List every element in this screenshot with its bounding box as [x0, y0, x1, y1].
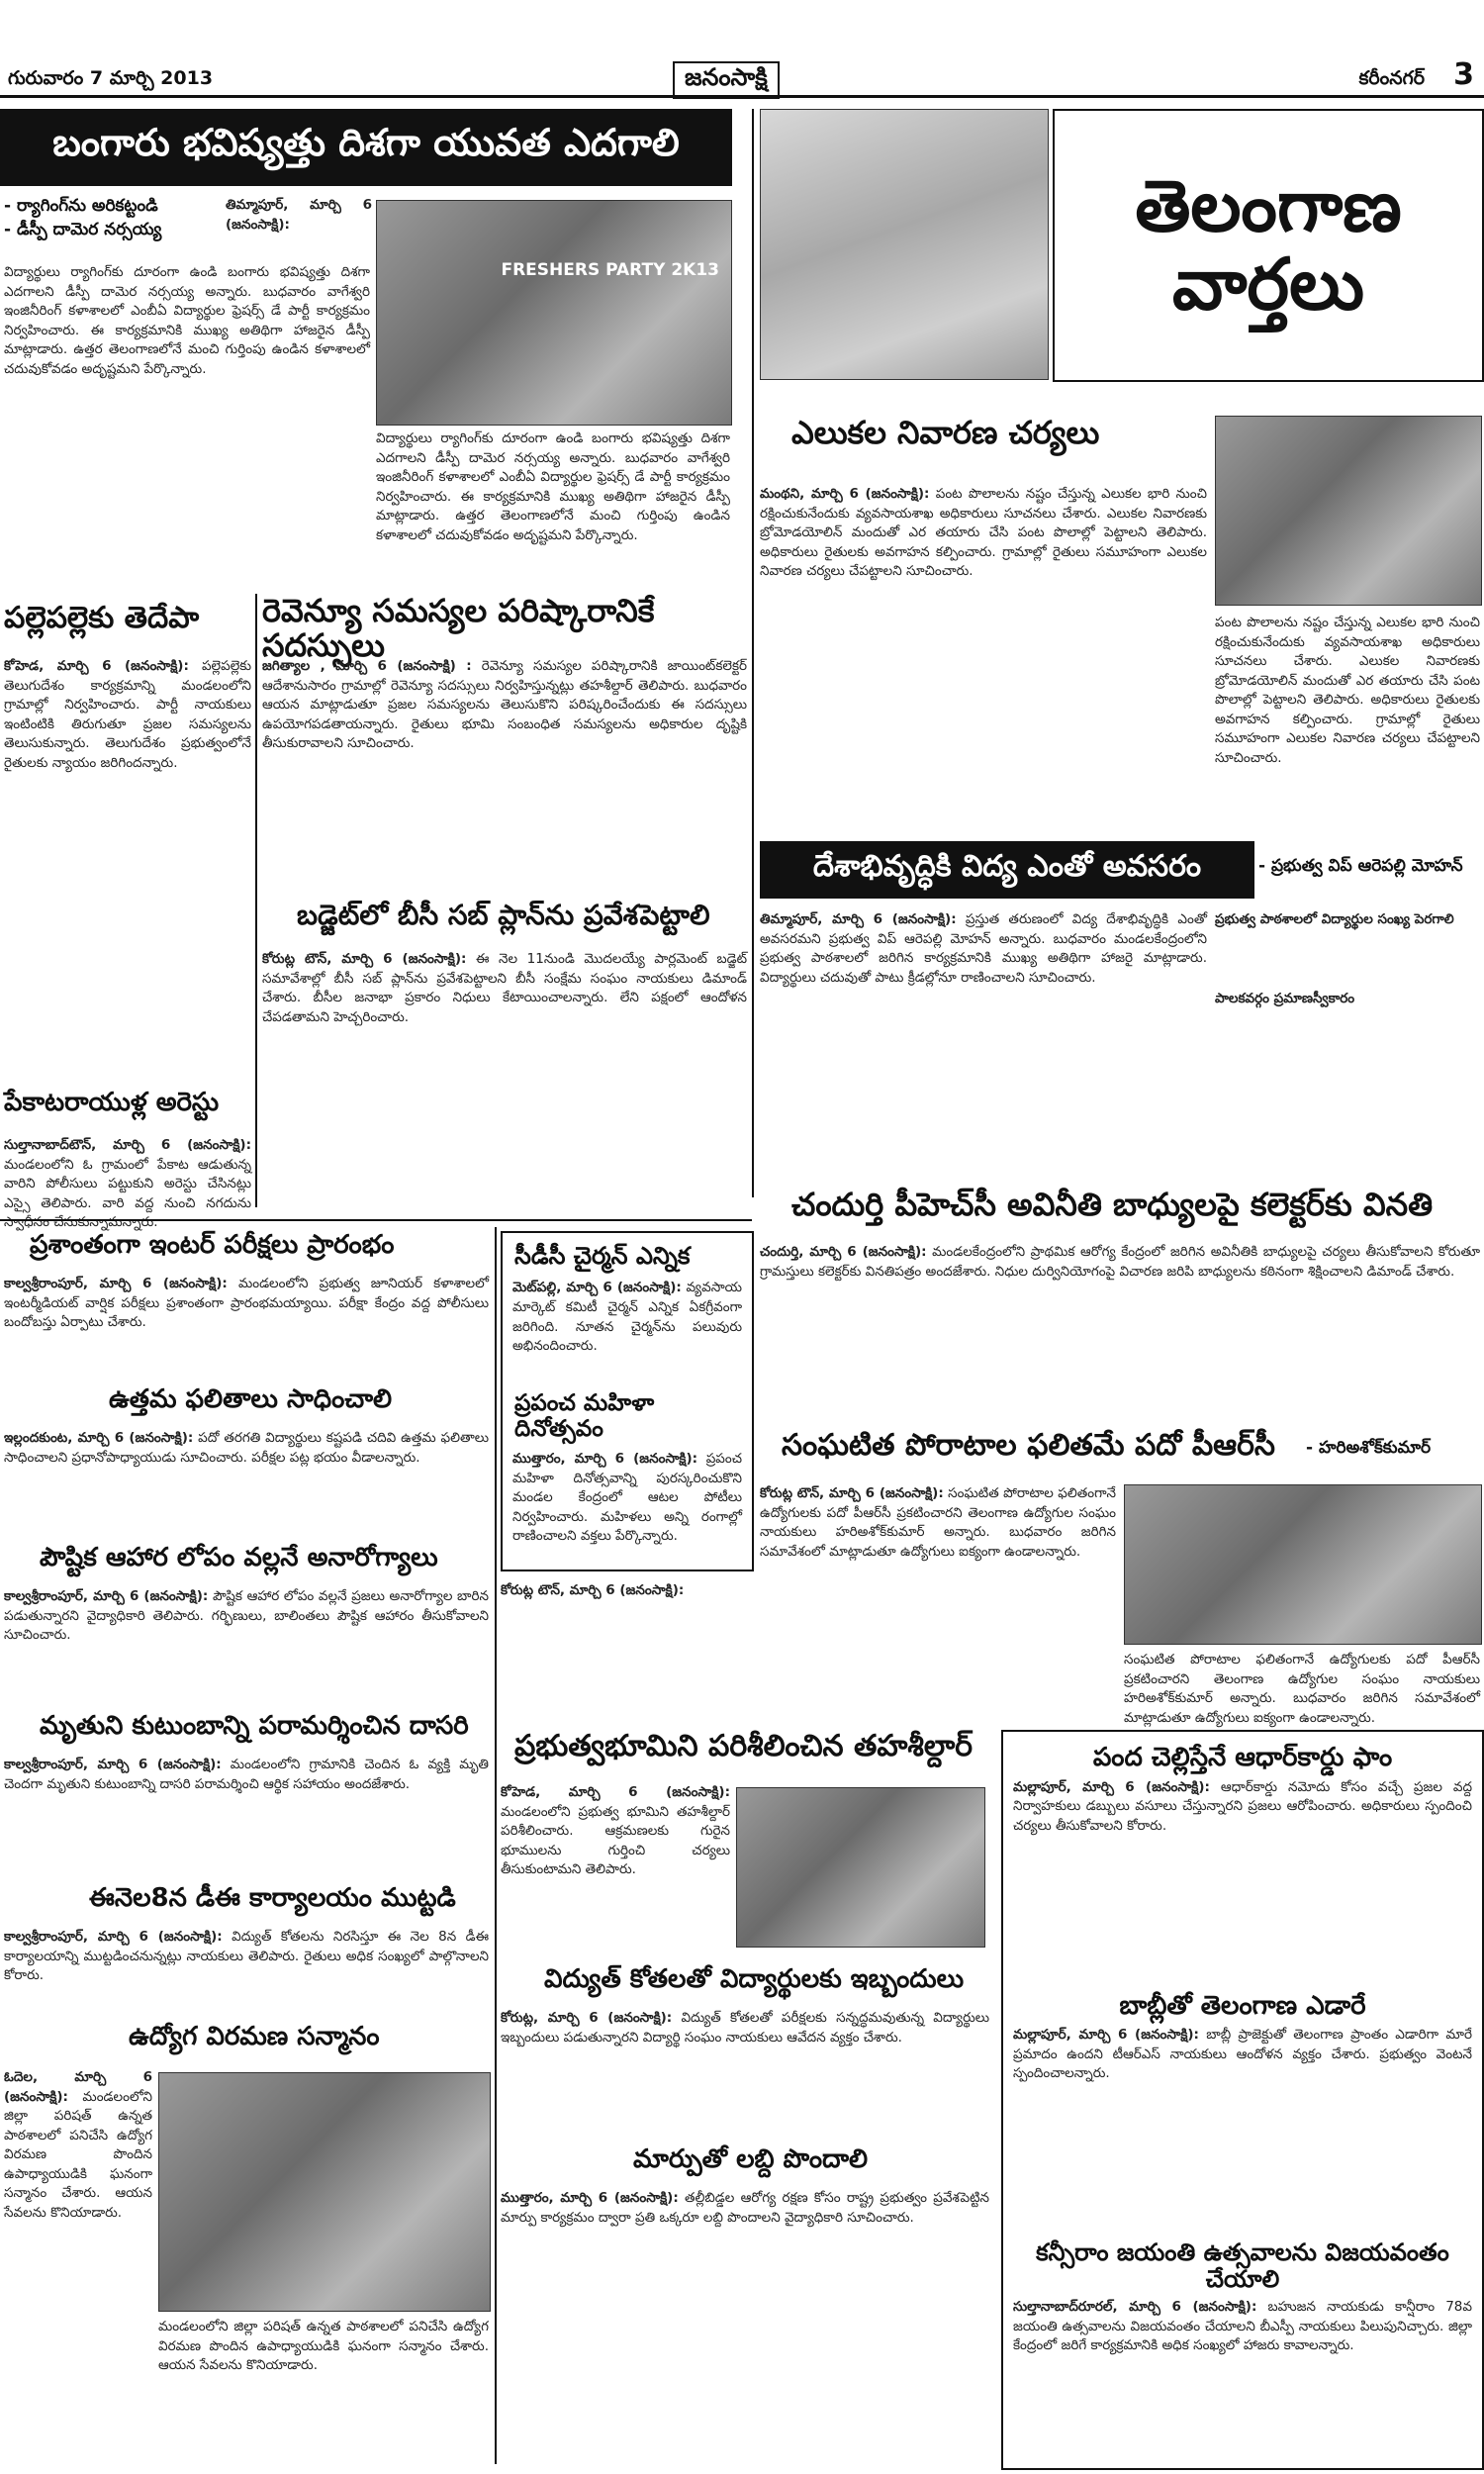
youth-subhead-2: - డీస్పీ దామెర నర్సయ్య: [4, 220, 162, 239]
gamblers-body-text: మండలంలోని ఓ గ్రామంలో పేకాట ఆడుతున్న వారిని పోలీసులు పట్టుకుని అరెస్టు చేసినట్లు ఎస్సై తెలిపారు. వారి వద్ద నుంచి నగదును స్వాధీనం చేసుకున్నామన్నారు.: [4, 1156, 251, 1231]
youth-dateline-text: తిమ్మాపూర్‌, మార్చి 6 (జనంసాక్షి):: [226, 197, 372, 233]
pharmacy-dateline: చందుర్తి, మార్చి 6 (జనంసాక్షి):: [760, 1244, 927, 1260]
kanshiram-dateline: సుల్తానాబాద్‌రూరల్‌, మార్చి 6 (జనంసాక్షి):: [1013, 2298, 1257, 2315]
cdc-headline: సీడీసీ చైర్మన్‌ ఎన్నిక: [514, 1242, 691, 1270]
womensday-body: [512, 1450, 742, 1588]
column-rule-1: [752, 109, 754, 1197]
rat-headline: ఎలుకల నివారణ చర్యలు: [791, 414, 1100, 451]
retirement-headline: ఉద్యోగ విరమణ సన్మానం: [129, 2022, 380, 2051]
cdc-body-text: వ్యవసాయ మార్కెట్‌ కమిటీ చైర్మన్‌ ఎన్నిక ఏకగ్రీవంగా జరిగింది. నూతన చైర్మన్‌ను పలువురు అభినందించారు.: [512, 1280, 742, 1355]
youth-photo-caption: FRESHERS PARTY 2K13: [501, 260, 719, 280]
condolence-dateline: కాల్వశ్రీరాంపూర్‌, మార్చి 6 (జనంసాక్షి):: [4, 1757, 222, 1772]
bcsubplan-body-text: ఈ నెల 11నుండి మొదలయ్యే పార్లమెంట్‌ బడ్జెట్‌ సమావేశాల్లో బీసీ సబ్‌ ప్లాన్‌ను ప్రవేశపెట్టాలని బీసీ సంక్షేమ సంఘం నాయకులు డిమాండ్‌ చేశారు. బీసీల జనాభా ప్రకారం నిధులు కేటాయించాలన్నారు. లేని పక్షంలో ఆందోళన చేపడతామని హెచ్చరించారు.: [262, 951, 748, 1025]
results-body: [4, 1429, 489, 1538]
siege-body: [4, 1928, 489, 2007]
youth-body: విద్యార్థులు ర్యాగింగ్‌కు దూరంగా ఉండి బంగారు భవిష్యత్తు దిశగా ఎదగాలని డీస్పీ దామెర నర్సయ్య అన్నారు. బుధవారం వాగేశ్వరి ఇంజినీరింగ్‌ కళాశాలలో ఎంబీఏ విద్యార్థుల ఫ్రెషర్స్‌ డే పార్టీ కార్యక్రమం నిర్వహించారు. ఈ కార్యక్రమానికి ముఖ్య అతిథిగా హాజరైన డీస్పీ మాట్లాడారు. ఉత్తర తెలంగాణలోనే మంచి గుర్తింపు ఉండిన కళాశాలలో చదువుకోవడం అదృష్టమని పేర్కొన్నారు.: [4, 264, 370, 377]
nutrition-headline: పౌష్టిక ఆహార లోపం వల్లనే అనారోగ్యాలు: [40, 1543, 438, 1572]
condolence-headline: మృతుని కుటుంబాన్ని పరామర్శించిన దాసరి: [40, 1711, 469, 1741]
prc-photo: [1124, 1484, 1482, 1645]
inter-dateline: కాల్వశ్రీరాంపూర్‌, మార్చి 6 (జనంసాక్షి):: [4, 1276, 228, 1291]
pharmacy-headline: చందుర్తి పీహెచ్‌సీ అవినీతి బాధ్యులపై కలెక్టర్‌కు వినతి: [791, 1186, 1434, 1223]
siege-dateline: కాల్వశ్రీరాంపూర్‌, మార్చి 6 (జనంసాక్షి):: [4, 1929, 223, 1945]
retirement-body-cont: మండలంలోని జిల్లా పరిషత్‌ ఉన్నత పాఠశాలలో పనిచేసి ఉద్యోగ విరమణ పొందిన ఉపాధ్యాయుడికి ఘనంగా సన్మానం చేశారు. ఆయన సేవలను కొనియాడారు.: [158, 2319, 489, 2374]
nutrition-dateline: కాల్వశ్రీరాంపూర్‌, మార్చి 6 (జనంసాక్షి):: [4, 1588, 209, 1604]
kanshiram-headline: కన్సీరాం జయంతి ఉత్సవాలను విజయవంతం చేయాలి: [1036, 2238, 1449, 2293]
govtland-photo: [736, 1787, 985, 1948]
prc-dateline: కోరుట్ల టౌన్‌, మార్చి 6 (జనంసాక్షి):: [760, 1485, 944, 1501]
brand-line-1: తెలంగాణ: [1135, 163, 1402, 247]
youth-body-cont: విద్యార్థులు ర్యాగింగ్‌కు దూరంగా ఉండి బంగారు భవిష్యత్తు దిశగా ఎదగాలని డీస్పీ దామెర నర్సయ్య అన్నారు. బుధవారం వాగేశ్వరి ఇంజినీరింగ్‌ కళాశాలలో ఎంబీఏ విద్యార్థుల ఫ్రెషర్స్‌ డే పార్టీ కార్యక్రమం నిర్వహించారు. ఈ కార్యక్రమానికి ముఖ్య అతిథిగా హాజరైన డీస్పీ మాట్లాడారు. ఉత్తర తెలంగాణలోనే మంచి గుర్తింపు ఉండిన కళాశాలలో చదువుకోవడం అదృష్టమని పేర్కొన్నారు.: [376, 430, 730, 543]
siege-body-text: విద్యుత్‌ కోతలను నిరసిస్తూ ఈ నెల 8న డీఈ కార్యాలయాన్ని ముట్టడించనున్నట్లు నాయకులు తెలిపారు. రైతులు అధిక సంఖ్యలో పాల్గొనాలని కోరారు.: [4, 1929, 490, 1984]
cdc-box: [501, 1231, 754, 1571]
prc-attribution: - హరిఅశోక్‌కుమార్‌: [1306, 1438, 1432, 1458]
education-attribution: - ప్రభుత్వ విప్‌ ఆరెపల్లి మోహన్‌: [1258, 856, 1463, 876]
page-header: [0, 59, 1484, 98]
tdp-body: [4, 657, 251, 1063]
bcsubplan-body: [262, 950, 747, 1207]
bcsubplan-dateline: కోరుట్ల టౌన్‌, మార్చి 6 (జనంసాక్షి):: [262, 951, 467, 967]
rat-dateline: మంథని, మార్చి 6 (జనంసాక్షి):: [760, 486, 930, 502]
condolence-body-text: మండలంలోని గ్రామానికి చెందిన ఓ వ్యక్తి మృతి చెందగా మృతుని కుటుంబాన్ని దాసరి పరామర్శించి ఆర్థిక సహాయం అందజేశారు.: [4, 1757, 489, 1792]
rat-body: [760, 485, 1207, 782]
retirement-body-text: మండలంలోని జిల్లా పరిషత్‌ ఉన్నత పాఠశాలలో పనిచేసి ఉద్యోగ విరమణ పొందిన ఉపాధ్యాయుడికి ఘనంగా సన్మానం చేశారు. ఆయన సేవలను కొనియాడారు.: [4, 2088, 152, 2221]
education-inner-sub-2: పాలకవర్గం ప్రమాణస్వీకారం: [1215, 990, 1355, 1006]
gamblers-dateline: సుల్తానాబాద్‌టౌన్‌, మార్చి 6 (జనంసాక్షి):: [4, 1137, 251, 1153]
prc-body: [760, 1484, 1116, 1707]
womensday-headline: ప్రపంచ మహిళా దినోత్సవం: [514, 1390, 655, 1442]
column-rule-3: [495, 1227, 497, 2464]
condolence-body: [4, 1756, 489, 1874]
womensday-body-text: ప్రపంచ మహిళా దినోత్సవాన్ని పురస్కరించుకొని మండల కేంద్రంలో ఆటల పోటీలు నిర్వహించారు. మహిళలు అన్ని రంగాల్లో రాణించాలని వక్తలు పేర్కొన్నారు.: [512, 1450, 742, 1545]
youth-subhead-1: - ర్యాగింగ్‌ను అరికట్టండి: [4, 196, 158, 216]
revenue-dateline: జగిత్యాల , మార్చి 6 (జనంసాక్షి) :: [262, 658, 472, 674]
change-headline: మార్పుతో లబ్ది పొందాలి: [633, 2144, 869, 2174]
issue-date: గురువారం 7 మార్చి 2013: [8, 67, 214, 89]
nutrition-body-text: పౌష్టిక ఆహార లోపం వల్లనే ప్రజలు అనారోగ్యాల బారిన పడుతున్నారని వైద్యాధికారి తెలిపారు. గర్భిణులు, బాలింతలు పౌష్టిక ఆహారం తీసుకోవాలని సూచించారు.: [4, 1588, 489, 1644]
govtland-headline: ప్రభుత్వభూమిని పరిశీలించిన తహశీల్దార్‌: [514, 1729, 974, 1763]
right-box: [1001, 1730, 1484, 2470]
brand-line-2: వార్తలు: [1171, 242, 1365, 326]
nutrition-body: [4, 1587, 489, 1696]
aadhaar-dateline: మల్లాపూర్‌, మార్చి 6 (జనంసాక్షి):: [1013, 1778, 1210, 1795]
change-dateline: ముత్తారం, మార్చి 6 (జనంసాక్షి):: [501, 2190, 679, 2206]
youth-headline: బంగారు భవిష్యత్తు దిశగా యువత ఎదగాలి: [0, 109, 732, 186]
aadhaar-body: [1013, 1778, 1472, 1976]
babli-dateline: మల్లాపూర్‌, మార్చి 6 (జనంసాక్షి):: [1013, 2027, 1199, 2044]
power-body: [501, 2009, 989, 2128]
change-body-text: తల్లీబిడ్డల ఆరోగ్య రక్షణ కోసం రాష్ట్ర ప్రభుత్వం ప్రవేశపెట్టిన మార్పు కార్యక్రమం ద్వారా ప్రతి ఒక్కరూ లబ్ది పొందాలని వైద్యాధికారి సూచించారు.: [501, 2190, 989, 2226]
power-dateline: కోరుట్ల, మార్చి 6 (జనంసాక్షి):: [501, 2010, 673, 2026]
page-number: 3: [1453, 57, 1474, 92]
inter-body: [4, 1275, 489, 1374]
revenue-body-text: రెవెన్యూ సమస్యల పరిష్కారానికి జాయింట్‌కలెక్టర్‌ ఆదేశానుసారం గ్రామాల్లో రెవెన్యూ సదస్సులు నిర్వహిస్తున్నట్లు తహశీల్దార్‌ తెలిపారు. బుధవారం ఆయన మాట్లాడుతూ ప్రజల సమస్యలను తెలుసుకొని పరిష్కరించేందుకు ఈ సదస్సులు ఉపయోగపడతాయన్నారు. రైతులు భూమి సంబంధిత సమస్యలను అధికారుల దృష్టికి తీసుకురావాలని సూచించారు.: [262, 658, 748, 752]
youth-subheads: [4, 196, 222, 243]
youth-dateline: [226, 196, 372, 257]
fort-photo: [760, 109, 1049, 380]
retirement-photo: [158, 2072, 491, 2312]
kanshiram-body: [1013, 2298, 1472, 2446]
womensday-dateline: ముత్తారం, మార్చి 6 (జనంసాక్షి):: [512, 1450, 698, 1467]
prc-headline: సంఘటిత పోరాటాల ఫలితమే పదో పీఆర్‌సీ: [782, 1428, 1275, 1463]
siege-headline: ఈనెల8న డీఈ కార్యాలయం ముట్టడి: [89, 1883, 456, 1913]
gamblers-headline: పేకాటరాయుళ్ల అరెస్టు: [4, 1088, 220, 1117]
pharmacy-body-text: మండలకేంద్రంలోని ప్రాథమిక ఆరోగ్య కేంద్రంలో జరిగిన అవినీతికి బాధ్యులపై చర్యలు తీసుకోవాలని కోరుతూ గ్రామస్తులు కలెక్టర్‌కు వినతిపత్రం అందజేశారు. నిధుల దుర్వినియోగంపై విచారణ జరిపి బాధ్యులను కఠినంగా శిక్షించాలని డిమాండ్‌ చేశారు.: [760, 1244, 1480, 1280]
cdc-body: [512, 1279, 742, 1378]
prc-body-text: సంఘటిత పోరాటాల ఫలితంగానే ఉద్యోగులకు పదో పీఆర్‌సీ ప్రకటించారని తెలంగాణ ఉద్యోగుల సంఘం నాయకులు హరిఅశోక్‌కుమార్‌ అన్నారు. బుధవారం జరిగిన సమావేశంలో మాట్లాడుతూ ఉద్యోగులు ఐక్యంగా ఉండాలన్నారు.: [760, 1485, 1116, 1560]
section-divider: [0, 1219, 752, 1221]
rat-photo: [1215, 416, 1482, 606]
rat-body-cont: పంట పొలాలను నష్టం చేస్తున్న ఎలుకల భారి నుంచి రక్షించుకునేందుకు వ్యవసాయశాఖ అధికారులు సూచనలు చేశారు. ఎలుకల నివారణకు బ్రోమోడయోలిన్‌ మందుతో ఎర తయారు చేసి పంట పొలాల్లో పెట్టాలని తెలిపారు. అధికారులు రైతులకు అవగాహన కల్పించారు. గ్రామాల్లో రైతులు సమూహంగా ఎలుకల నివారణ చర్యలు చేపట్టాలని సూచించారు.: [1215, 615, 1480, 766]
babli-headline: బాబ్లీతో తెలంగాణ ఎడారే: [1119, 1990, 1366, 2021]
education-body: [760, 910, 1207, 1178]
results-headline: ఉత్తమ ఫలితాలు సాధించాలి: [109, 1384, 393, 1414]
babli-body: [1013, 2026, 1472, 2224]
edition-name: కరీంనగర్: [1358, 67, 1425, 89]
prc-body-cont: సంఘటిత పోరాటాల ఫలితంగానే ఉద్యోగులకు పదో పీఆర్‌సీ ప్రకటించారని తెలంగాణ ఉద్యోగుల సంఘం నాయకులు హరిఅశోక్‌కుమార్‌ అన్నారు. బుధవారం జరిగిన సమావేశంలో మాట్లాడుతూ ఉద్యోగులు ఐక్యంగా ఉండాలన్నారు.: [1124, 1652, 1480, 1726]
results-body-text: పదో తరగతి విద్యార్థులు కష్టపడి చదివి ఉత్తమ ఫలితాలు సాధించాలని ప్రధానోపాధ్యాయుడు సూచించారు. పరీక్షల పట్ల భయం వీడాలన్నారు.: [4, 1430, 489, 1466]
inter-body-text: మండలంలోని ప్రభుత్వ జూనియర్‌ కళాశాలలో ఇంటర్మీడియట్‌ వార్షిక పరీక్షలు ప్రశాంతంగా ప్రారంభమయ్యాయి. పరీక్షా కేంద్రం వద్ద పోలీసులు బందోబస్తు ఏర్పాటు చేశారు.: [4, 1276, 489, 1331]
retirement-dateline: ఓదెల, మార్చి 6 (జనంసాక్షి):: [4, 2069, 152, 2105]
cdc-dateline: మెట్‌పల్లి, మార్చి 6 (జనంసాక్షి):: [512, 1280, 682, 1296]
govtland-body-text: మండలంలోని ప్రభుత్వ భూమిని తహశీల్దార్‌ పరిశీలించారు. ఆక్రమణలకు గురైన భూములను గుర్తించి చర్యలు తీసుకుంటామని తెలిపారు.: [501, 1803, 730, 1878]
aadhaar-body-text: ఆధార్‌కార్డు నమోదు కోసం వచ్చే ప్రజల వద్ద నిర్వాహకులు డబ్బులు వసూలు చేస్తున్నారని ప్రజలు ఆరోపించారు. అధికారులు స్పందించి చర్యలు తీసుకోవాలని కోరారు.: [1013, 1778, 1473, 1834]
tdp-body-text: పల్లెపల్లెకు తెలుగుదేశం కార్యక్రమాన్ని మండలంలోని గ్రామాల్లో నిర్వహించారు. పార్టీ నాయకులు ఇంటింటికి తిరుగుతూ ప్రజల సమస్యలను తెలుసుకున్నారు. తెలుగుదేశం ప్రభుత్వంలోనే రైతులకు న్యాయం జరిగిందన్నారు.: [4, 658, 251, 771]
rat-body-text: పంట పొలాలను నష్టం చేస్తున్న ఎలుకల భారి నుంచి రక్షించుకునేందుకు వ్యవసాయశాఖ అధికారులు సూచనలు చేశారు. ఎలుకల నివారణకు బ్రోమోడయోలిన్‌ మందుతో ఎర తయారు చేసి పంట పొలాల్లో పెట్టాలని తెలిపారు. అధికారులు రైతులకు అవగాహన కల్పించారు. గ్రామాల్లో రైతులు సమూహంగా ఎలుకల నివారణ చర్యలు చేపట్టాలని సూచించారు.: [760, 486, 1207, 580]
education-inner-sub-1: ప్రభుత్వ పాఠశాలలో విద్యార్థుల సంఖ్య పెరగాలి: [1215, 911, 1454, 927]
kanshiram-body-text: బహుజన నాయకుడు కాన్షీరాం 78వ జయంతి ఉత్సవాలను విజయవంతం చేయాలని బీఎస్పీ నాయకులు పిలుపునిచ్చారు. జిల్లా కేంద్రంలో జరిగే కార్యక్రమానికి అధిక సంఖ్యలో హాజరు కావాలన్నారు.: [1013, 2298, 1472, 2354]
education-body-text: ప్రస్తుత తరుణంలో విద్య దేశాభివృద్ధికి ఎంతో అవసరమని ప్రభుత్వ విప్‌ ఆరెపల్లి మోహన్‌ అన్నారు. బుధవారం మండలకేంద్రంలోని ప్రభుత్వ పాఠశాలలో జరిగిన కార్యక్రమానికి ముఖ్య అతిథిగా హాజరై మాట్లాడారు. విద్యార్థులు చదువుతో పాటు క్రీడల్లోనూ రాణించాలని సూచించారు.: [760, 911, 1208, 986]
paper-logo: జనంసాక్షి: [673, 61, 780, 99]
tdp-headline: పల్లెపల్లెకు తెదేపా: [4, 601, 200, 635]
prc-body-left: [501, 1581, 750, 1700]
tdp-dateline: కోహెడ, మార్చి 6 (జనంసాక్షి):: [4, 658, 189, 674]
govtland-dateline: కోహెడ, మార్చి 6 (జనంసాక్షి):: [501, 1784, 730, 1800]
education-body-cont: [1215, 910, 1480, 1178]
power-headline: విద్యుత్‌ కోతలతో విద్యార్థులకు ఇబ్బందులు: [544, 1964, 965, 1994]
inter-headline: ప్రశాంతంగా ఇంటర్‌ పరీక్షలు ప్రారంభం: [30, 1230, 395, 1260]
govtland-body: [501, 1783, 730, 1951]
revenue-headline: రెవెన్యూ సమస్యల పరిష్కారానికే సదస్సులు: [262, 592, 655, 665]
bcsubplan-headline: బడ్జెట్‌లో బీసీ సబ్‌ ప్లాన్‌ను ప్రవేశపెట్టాలి: [297, 899, 710, 931]
retirement-body: [4, 2068, 152, 2464]
results-dateline: ఇల్లందకుంట, మార్చి 6 (జనంసాక్షి):: [4, 1430, 194, 1446]
pharmacy-body: [760, 1243, 1480, 1411]
education-dateline: తిమ్మాపూర్‌, మార్చి 6 (జనంసాక్షి):: [760, 911, 957, 927]
education-headline: దేశాభివృద్ధికి విద్య ఎంతో అవసరం: [760, 841, 1254, 899]
column-rule-2: [255, 594, 257, 1207]
revenue-body: [262, 657, 747, 887]
aadhaar-headline: పంద చెల్లిస్తేనే ఆధార్‌కార్డు ఫాం: [1092, 1743, 1393, 1772]
telangana-news-brand: [1053, 109, 1484, 382]
power-body-text: విద్యుత్‌ కోతలతో పరీక్షలకు సన్నద్ధమవుతున్న విద్యార్థులు ఇబ్బందులు పడుతున్నారని విద్యార్థి సంఘం నాయకులు ఆవేదన వ్యక్తం చేశారు.: [501, 2010, 989, 2046]
prc-dateline-left: కోరుట్ల టౌన్‌, మార్చి 6 (జనంసాక్షి):: [501, 1582, 685, 1598]
youth-photo: [376, 200, 732, 426]
change-body: [501, 2189, 989, 2466]
babli-body-text: బాబ్లీ ప్రాజెక్టుతో తెలంగాణ ప్రాంతం ఎడారిగా మారే ప్రమాదం ఉందని టీఆర్‌ఎస్‌ నాయకులు ఆందోళన వ్యక్తం చేశారు. ప్రభుత్వం వెంటనే స్పందించాలన్నారు.: [1013, 2027, 1472, 2082]
